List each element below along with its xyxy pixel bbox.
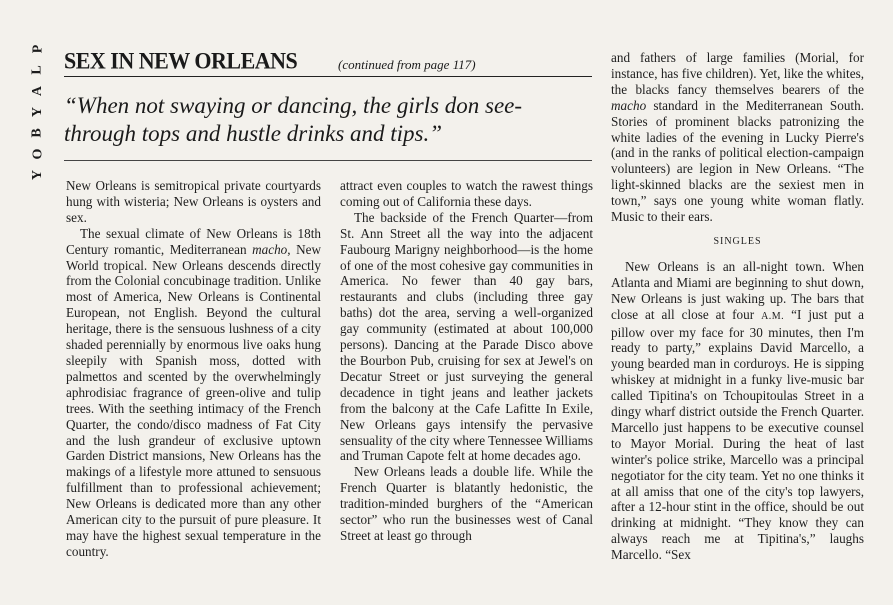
article-title: SEX IN NEW ORLEANS xyxy=(64,47,298,74)
italic-text: macho xyxy=(252,241,288,257)
text-run: New Orleans is an all-night town. When Atlanta and Miami are beginning to shut down, New Orleans is just waking up. The bars that close at all close at four xyxy=(611,258,864,322)
spine-letter: Y xyxy=(30,106,45,118)
continued-note: (continued from page 117) xyxy=(338,57,476,72)
spine-letter: B xyxy=(30,128,45,138)
pull-quote: “When not swaying or dancing, the girls don see-through tops and hustle drinks and tips.” xyxy=(64,93,523,146)
spine-letter: L xyxy=(30,65,45,75)
article-column-1 xyxy=(66,178,321,560)
divider xyxy=(64,160,592,161)
text-run: “I just put a pillow over my face for 30 minutes, then I'm ready to party,” explains David Marcello, a young bearded man in corduroys. He is sipping whiskey at midnight in a funky live-music bar called Tipitina's on Tchoupitoulas Street in a dingy wharf district outside the French Quarter. Marcello just happens to be executive counsel to Mayor Morial. During the heat of last winter's police strike, Marcello was a principal negotiator for the city team. Yet no one thinks it at all amiss that one of the city's top lawyers, after a 12-hour stint in the office, should be out drinking at midnight. “They know they can always reach me at Tipitina's,” laughs Marcello. “Sex xyxy=(611,306,864,563)
paragraph: New Orleans leads a double life. While the French Quarter is blatantly hedonistic, the tradition-minded burghers of the “American sector” who run the businesses west of Canal Street at least go through xyxy=(340,464,593,543)
section-subhead: SINGLES xyxy=(713,235,762,247)
small-caps-text: A.M. xyxy=(761,310,785,322)
spine-letter: P xyxy=(30,44,45,54)
text-run: The sexual climate of New Orleans is 18th Century romantic, Mediterranean xyxy=(66,225,321,257)
paragraph xyxy=(66,226,321,560)
paragraph xyxy=(611,259,864,563)
article-column-2 xyxy=(340,178,593,544)
paragraph xyxy=(611,50,864,225)
spine-letter: A xyxy=(30,85,45,97)
article-column-3 xyxy=(611,50,864,563)
magazine-spine-label xyxy=(27,42,49,189)
paragraph: The backside of the French Quarter—from St. Ann Street all the way into the adjacent Faubourg Marigny neighborhood—is the home of one of the most cohesive gay communities in America. No fewer than 40 gay bars, restaurants and clubs (including three gay baths) dot the area, serving a well-organized gay community (estimated at about 100,000 persons). Dancing at the Parade Disco above the Bourbon Pub, cruising for sex at Jewel's on Decatur Street or just surveying the general decadence in tight jeans and leather jackets from the balcony at the Cafe Lafitte In Exile, New Orleans gays intensify the pervasive sensuality of the city where Tennessee Williams and Truman Capote felt at home decades ago. xyxy=(340,209,593,464)
paragraph: New Orleans is semitropical private courtyards hung with wisteria; New Orleans is oysters and sex. xyxy=(66,178,321,225)
paragraph: attract even couples to watch the rawest things coming out of California these days. xyxy=(340,178,593,209)
text-run: and fathers of large families (Morial, for instance, has five children). Yet, like the whites, the blacks fancy themselves bearers of the xyxy=(611,50,864,97)
spine-letter: O xyxy=(29,148,45,160)
text-run: standard in the Mediterranean South. Stories of prominent blacks patronizing the white ladies of the evening in Lucky Pierre's (and in the ranks of political election-campaign volunteers) are legion in New Orleans. “The light-skinned blacks are the sexiest men in town,” says one young white woman flatly. Music to their ears. xyxy=(611,97,864,225)
italic-text: macho xyxy=(611,97,647,113)
text-run: , New World tropical. New Orleans descends directly from the Colonial concubinage tradition. Unlike most of America, New Orleans is Continental European, not English. Beyond the cultural heritage, there is the sensuous lushness of a city shaded perennially by enormous live oaks hung sleepily with Spanish moss, dotted with palmettos and scented by the overwhelmingly aphrodisiac fragrance of green-olive and tulip trees. With the seething intimacy of the French Quarter, the condo/disco madness of Fat City and the lush grandeur of exclusive uptown Garden District mansions, New Orleans has the makings of a lifestyle more attuned to sensuous fulfillment than to professional achievement; New Orleans is dedicated more than any other American city to the pursuit of pure pleasure. It may have the highest sexual temperature in the country. xyxy=(66,241,321,559)
spine-letter: Y xyxy=(30,169,45,181)
article-header xyxy=(64,46,592,77)
